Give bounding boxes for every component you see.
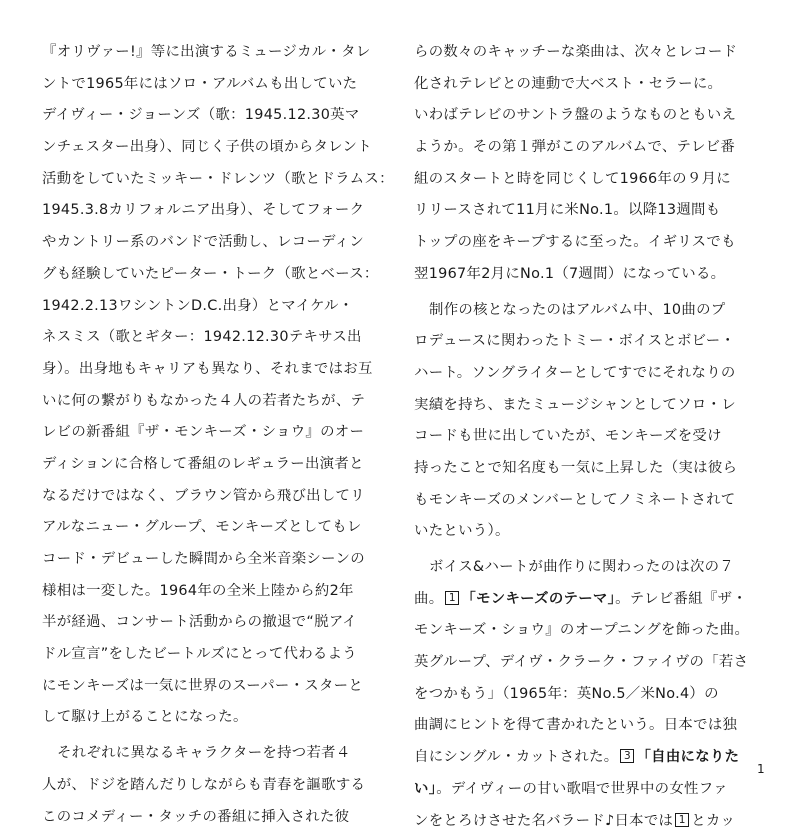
text-segment: ドル宣言”をしたビートルズにとって代わるよう (42, 646, 357, 662)
text-line (42, 512, 384, 544)
text-segment: 人が、ドジを踏んだりしながらも青春を謳歌する (42, 777, 365, 793)
text-line (414, 516, 756, 548)
text-line (414, 710, 756, 742)
text-segment: ントで1965年にはソロ・アルバムも出していた (42, 76, 357, 92)
track-number-badge: 1 (675, 813, 689, 827)
text-line (414, 326, 756, 358)
text-line (414, 615, 756, 647)
text-segment: ンチェスター出身）、同じく子供の頃からタレント (42, 139, 372, 155)
text-segment: 。テレビ番組『ザ・ (615, 591, 747, 607)
text-segment: 。デイヴィーの甘い歌唱で世界中の女性ファ (436, 781, 728, 797)
text-segment: やカントリー系のバンドで活動し、レコーディン (42, 234, 364, 250)
text-line (42, 607, 384, 639)
text-line (42, 417, 384, 449)
song-title: い」 (414, 781, 436, 797)
right-text-column (414, 37, 756, 837)
text-segment: 組のスタートと時を同じくして1966年の９月に (414, 171, 731, 187)
text-line (42, 164, 384, 196)
text-line (42, 702, 384, 734)
text-line (42, 100, 384, 132)
text-line (42, 802, 384, 834)
text-line (414, 295, 756, 327)
text-line (42, 576, 384, 608)
text-line (42, 671, 384, 703)
text-segment: ボイス&ハートが曲作りに関わったのは次の７ (429, 559, 734, 575)
text-line (42, 291, 384, 323)
track-number-badge: 1 (445, 591, 459, 605)
text-line (414, 742, 756, 774)
text-segment: 1945.3.8カリフォルニア出身）、そしてフォーク (42, 202, 364, 218)
text-segment: デイヴィー・ジョーンズ（歌：1945.12.30英マ (42, 107, 360, 123)
text-line (414, 164, 756, 196)
text-line (42, 259, 384, 291)
text-segment: 制作の核となったのはアルバム中、10曲のプ (429, 302, 725, 318)
text-segment: らの数々のキャッチーな楽曲は、次々とレコード (414, 44, 737, 60)
text-segment: 様相は一変した。1964年の全米上陸から約2年 (42, 583, 354, 599)
text-line (414, 647, 756, 679)
text-segment: もモンキーズのメンバーとしてノミネートされて (414, 492, 735, 508)
text-segment: にモンキーズは一気に世界のスーパー・スターと (42, 678, 363, 694)
text-segment: ロデュースに関わったトミー・ボイスとボビー・ (414, 333, 735, 349)
text-line (414, 584, 756, 616)
text-line (414, 679, 756, 711)
text-line (42, 132, 384, 164)
text-segment: 自にシングル・カットされた。 (414, 749, 618, 765)
text-segment: ハート。ソングライターとしてすでにそれなりの (414, 365, 736, 381)
track-number-badge: 3 (620, 749, 634, 763)
text-line (414, 259, 756, 291)
text-segment: 実績を持ち、またミュージシャンとしてソロ・レ (414, 397, 736, 413)
page-number: 1 (757, 762, 765, 776)
text-segment: コード・デビューした瞬間から全米音楽シーンの (42, 551, 365, 567)
text-segment: ネスミス（歌とギター：1942.12.30テキサス出 (42, 329, 362, 345)
text-segment: いわばテレビのサントラ盤のようなものともいえ (414, 107, 736, 123)
text-line (42, 195, 384, 227)
text-line (42, 227, 384, 259)
text-line (414, 552, 756, 584)
text-segment: 化されテレビとの連動で大ベスト・セラーに。 (414, 76, 722, 92)
text-segment: 英グループ、デイヴ・クラーク・ファイヴの「若さ (414, 654, 748, 670)
text-segment: それぞれに異なるキャラクターを持つ若者４ (57, 745, 351, 761)
text-line (42, 354, 384, 386)
text-line (42, 738, 384, 770)
text-segment: このコメディー・タッチの番組に挿入された彼 (42, 809, 349, 825)
text-segment: いに何の繋がりもなかった４人の若者たちが、テ (42, 393, 365, 409)
text-segment: いたという）。 (414, 523, 510, 539)
text-line (414, 132, 756, 164)
text-segment: リリースされて11月に米No.1。以降13週間も (414, 202, 720, 218)
text-segment: 身）。出身地もキャリアも異なり、それまではお互 (42, 361, 373, 377)
song-title: 「自由になりた (636, 749, 739, 765)
text-line (414, 774, 756, 806)
text-segment: トップの座をキープするに至った。イギリスでも (414, 234, 736, 250)
text-line (42, 449, 384, 481)
text-line (42, 481, 384, 513)
text-line (42, 770, 384, 802)
text-segment: グも経験していたピーター・トーク（歌とベース： (42, 266, 379, 282)
text-line (42, 69, 384, 101)
text-segment: 1942.2.13ワシントンD.C.出身）とマイケル・ (42, 298, 353, 314)
text-line (414, 358, 756, 390)
text-line (414, 806, 756, 837)
text-segment: をつかもう」（1965年：英No.5／米No.4）の (414, 686, 719, 702)
text-segment: とカッ (691, 813, 735, 829)
text-line (414, 390, 756, 422)
text-segment: コードも世に出していたが、モンキーズを受け (414, 428, 722, 444)
text-segment: レビの新番組『ザ・モンキーズ・ショウ』のオー (42, 424, 364, 440)
text-line (414, 227, 756, 259)
text-line (42, 386, 384, 418)
text-line (414, 485, 756, 517)
left-text-column (42, 37, 384, 833)
text-segment: 翌1967年2月にNo.1（7週間）になっている。 (414, 266, 725, 282)
text-segment: ンをとろけさせた名バラード♪日本では (414, 813, 673, 829)
text-line (414, 69, 756, 101)
text-segment: 『オリヴァー!』等に出演するミュージカル・タレ (42, 44, 371, 60)
text-segment: モンキーズ・ショウ』のオープニングを飾った曲。 (414, 622, 749, 638)
text-line (42, 322, 384, 354)
text-segment: なるだけではなく、ブラウン管から飛び出してリ (42, 488, 365, 504)
text-line (414, 421, 756, 453)
text-segment: ようか。その第１弾がこのアルバムで、テレビ番 (414, 139, 735, 155)
song-title: 「モンキーズのテーマ」 (461, 591, 615, 607)
text-segment: 半が経過、コンサート活動からの撤退で“脱アイ (42, 614, 357, 630)
text-segment: 曲。 (414, 591, 443, 607)
text-line (414, 37, 756, 69)
text-segment: 持ったことで知名度も一気に上昇した（実は彼ら (414, 460, 737, 476)
text-line (42, 639, 384, 671)
text-line (414, 453, 756, 485)
text-line (414, 195, 756, 227)
text-segment: して駆け上がることになった。 (42, 709, 248, 725)
text-segment: アルなニュー・グループ、モンキーズとしてもレ (42, 519, 362, 535)
text-segment: 曲調にヒントを得て書かれたという。日本では独 (414, 717, 737, 733)
text-segment: 活動をしていたミッキー・ドレンツ（歌とドラムス： (42, 171, 394, 187)
text-line (42, 544, 384, 576)
text-line (414, 100, 756, 132)
text-line (42, 37, 384, 69)
text-segment: ディションに合格して番組のレギュラー出演者と (42, 456, 364, 472)
